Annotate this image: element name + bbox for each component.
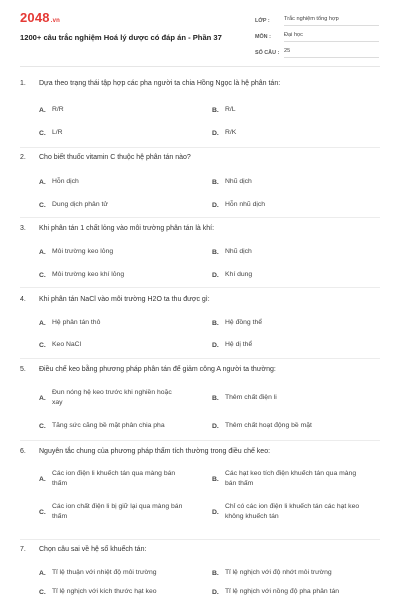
question-divider (20, 287, 380, 288)
option-text: Các hạt keo tích điện khuếch tán qua màng bán thấm (225, 470, 357, 487)
option-text: Nhũ dịch (225, 178, 252, 185)
option-letter: C. (39, 129, 46, 137)
option-a[interactable] (39, 105, 199, 115)
option-text: Keo NaCl (52, 341, 82, 348)
question-text: Cho biết thuốc vitamin C thuộc hệ phân tán nào? (39, 154, 191, 161)
option-letter: A. (39, 319, 46, 327)
option-d[interactable] (212, 502, 377, 522)
question-number: 1. (20, 80, 26, 87)
option-d[interactable] (212, 270, 377, 280)
meta-row-subject (255, 29, 379, 42)
option-c[interactable] (39, 421, 199, 431)
meta-value: Trắc nghiệm tổng hợp (284, 14, 379, 26)
option-letter: A. (39, 569, 46, 577)
meta-value: 25 (284, 46, 379, 58)
option-text: Môi trường keo khí lỏng (52, 271, 125, 278)
document-title: 1200+ câu trắc nghiệm Hoá lý dược có đáp án - Phần 37 (20, 33, 222, 42)
option-letter: C. (39, 588, 46, 596)
option-a[interactable] (39, 177, 199, 187)
site-logo[interactable] (20, 10, 60, 25)
option-letter: A. (39, 394, 46, 402)
option-a[interactable] (39, 469, 199, 489)
option-letter: D. (212, 341, 219, 349)
option-letter: D. (212, 422, 219, 430)
option-b[interactable] (212, 318, 377, 328)
option-letter: A. (39, 248, 46, 256)
option-letter: A. (39, 475, 46, 483)
meta-label: MÔN : (255, 34, 271, 40)
option-text: Nhũ dịch (225, 248, 252, 255)
option-letter: D. (212, 201, 219, 209)
question-number: 4. (20, 296, 26, 303)
option-text: Hệ phân tán thô (52, 319, 101, 326)
option-text: Tỉ lệ nghịch với độ nhớt môi trường (225, 569, 332, 576)
option-letter: B. (212, 394, 219, 402)
question-number: 7. (20, 546, 26, 553)
question-text: Chọn câu sai về hệ số khuếch tán: (39, 546, 147, 553)
header (0, 0, 400, 64)
option-d[interactable] (212, 340, 377, 350)
question-divider (20, 358, 380, 359)
option-letter: B. (212, 569, 219, 577)
question-number: 6. (20, 448, 26, 455)
option-d[interactable] (212, 421, 377, 431)
option-text: Dung dịch phân tử (52, 201, 108, 208)
option-c[interactable] (39, 502, 199, 522)
option-text: Tỉ lệ thuận với nhiệt độ môi trường (52, 569, 157, 576)
option-c[interactable] (39, 340, 199, 350)
logo-main: 2048 (20, 10, 50, 25)
option-text: Hệ dị thể (225, 341, 253, 348)
meta-label: LỚP : (255, 18, 270, 24)
option-letter: A. (39, 178, 46, 186)
option-c[interactable] (39, 587, 199, 597)
option-d[interactable] (212, 200, 377, 210)
option-a[interactable] (39, 247, 199, 257)
option-text: Hỗn nhũ dịch (225, 201, 266, 208)
option-a[interactable] (39, 568, 199, 578)
option-letter: B. (212, 178, 219, 186)
option-letter: D. (212, 129, 219, 137)
option-c[interactable] (39, 200, 199, 210)
option-a[interactable] (39, 388, 199, 408)
option-text: Hệ đồng thể (225, 319, 263, 326)
option-letter: C. (39, 271, 46, 279)
option-d[interactable] (212, 128, 377, 138)
meta-label: SỐ CÂU : (255, 50, 280, 56)
question-text: Điều chế keo bằng phương pháp phân tán để giảm công A người ta thường: (39, 366, 276, 373)
option-letter: C. (39, 422, 46, 430)
meta-row-count (255, 45, 379, 58)
option-c[interactable] (39, 270, 199, 280)
option-text: Tỉ lệ nghịch với kích thước hạt keo (52, 588, 157, 595)
header-divider (20, 66, 380, 67)
option-text: Chỉ có các ion điện li khuếch tán các hạt keo không khuếch tán (225, 503, 360, 520)
option-letter: B. (212, 475, 219, 483)
option-text: Tỉ lệ nghịch với nồng độ pha phân tán (225, 588, 340, 595)
option-text: R/R (52, 106, 64, 113)
option-text: Môi trường keo lỏng (52, 248, 114, 255)
option-c[interactable] (39, 128, 199, 138)
option-letter: A. (39, 106, 46, 114)
option-letter: D. (212, 588, 219, 596)
option-text: L/R (52, 129, 63, 136)
option-letter: B. (212, 248, 219, 256)
meta-row-class (255, 13, 379, 26)
option-text: R/K (225, 129, 237, 136)
option-text: R/L (225, 106, 236, 113)
option-text: Các ion điện li khuếch tán qua màng bán thấm (52, 470, 176, 487)
question-divider (20, 147, 380, 148)
option-letter: C. (39, 508, 46, 516)
option-a[interactable] (39, 318, 199, 328)
option-d[interactable] (212, 587, 377, 597)
option-b[interactable] (212, 105, 377, 115)
question-text: Khi phân tán NaCl vào môi trường H2O ta thu được gì: (39, 296, 210, 303)
option-text: Đun nóng hệ keo trước khi nghiền hoặc xay (52, 389, 172, 406)
option-letter: D. (212, 271, 219, 279)
option-text: Các ion chất điện li bị giữ lại qua màng bán thấm (52, 503, 183, 520)
option-b[interactable] (212, 469, 377, 489)
option-text: Hỗn dịch (52, 178, 79, 185)
question-number: 3. (20, 225, 26, 232)
meta-block (255, 13, 379, 61)
option-letter: C. (39, 341, 46, 349)
option-b[interactable] (212, 177, 377, 187)
question-text: Nguyên tắc chung của phương pháp thẩm tích thường trong điều chế keo: (39, 448, 271, 455)
option-letter: C. (39, 201, 46, 209)
option-b[interactable] (212, 568, 377, 578)
option-b[interactable] (212, 393, 377, 403)
option-letter: D. (212, 508, 219, 516)
meta-value: Đại học (284, 30, 379, 42)
option-letter: B. (212, 106, 219, 114)
question-divider (20, 539, 380, 540)
question-number: 5. (20, 366, 26, 373)
option-letter: B. (212, 319, 219, 327)
option-text: Khí dung (225, 271, 253, 278)
question-divider (20, 217, 380, 218)
option-text: Thêm chất điện li (225, 394, 277, 401)
logo-suffix: .vn (50, 18, 61, 24)
question-text: Khi phân tán 1 chất lỏng vào môi trường phân tán là khí: (39, 225, 215, 232)
question-divider (20, 440, 380, 441)
question-text: Dựa theo trạng thái tập hợp các pha người ta chia Hồng Ngọc là hệ phân tán: (39, 80, 281, 87)
question-number: 2. (20, 154, 26, 161)
option-text: Tăng sức căng bề mặt phân chia pha (52, 422, 165, 429)
option-text: Thêm chất hoạt động bề mặt (225, 422, 312, 429)
option-b[interactable] (212, 247, 377, 257)
